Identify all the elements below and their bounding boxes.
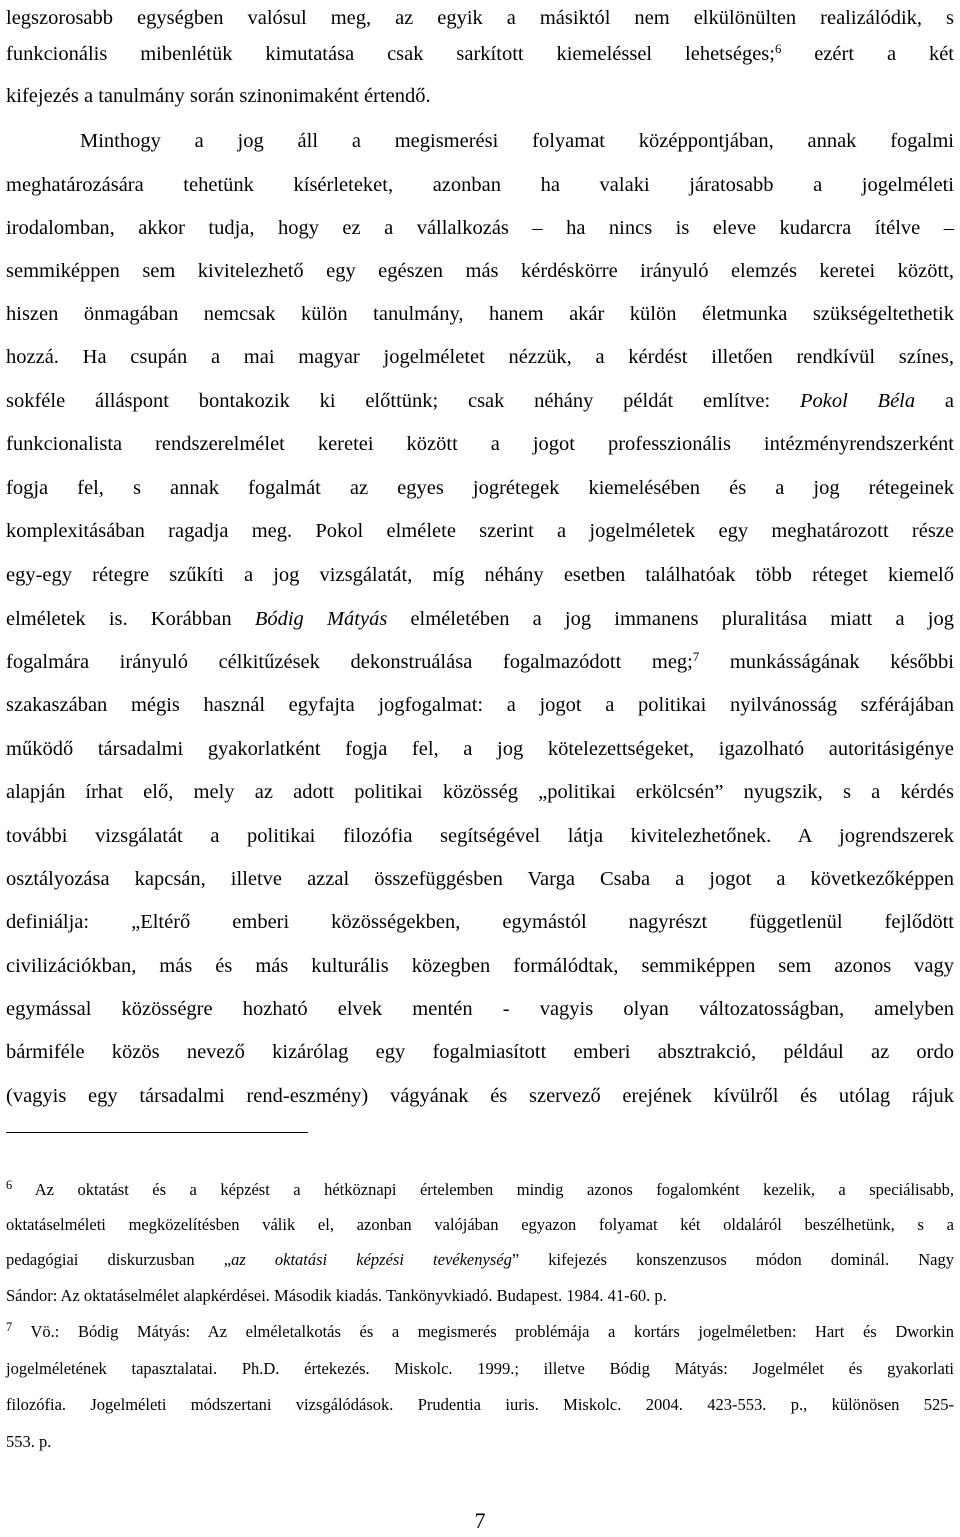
author-name: Bódig Mátyás xyxy=(254,608,388,630)
body-text: a xyxy=(915,390,954,412)
body-line: legszorosabb egységben valósul meg, az egyik a másiktól nem elkülönülten realizálódik, s xyxy=(6,7,954,29)
body-line: irodalomban, akkor tudja, hogy ez a vállalkozás – ha nincs is eleve kudarcra ítélve – xyxy=(6,217,954,239)
footnote-text: pedagógiai diskurzusban „ xyxy=(6,1250,232,1269)
body-text: elméletében a jog immanens pluralitása miatt a jog xyxy=(387,608,954,630)
footnote-mark-7: 7 xyxy=(6,1319,13,1334)
body-text: elméletek is. Korábban xyxy=(6,608,232,630)
body-line: működő társadalmi gyakorlatként fogja fel, a jog kötelezettségeket, igazolható autoritásigénye xyxy=(6,738,954,760)
body-line: funkcionalista rendszerelmélet keretei között a jogot professzionális intézményrendszerként xyxy=(6,433,954,455)
body-text: ezért a két xyxy=(781,43,954,65)
footnote-7-line: jogelméletének tapasztalatai. Ph.D. értekezés. Miskolc. 1999.; illetve Bódig Mátyás: Jogelmélet és gyakorlati xyxy=(6,1359,954,1378)
body-line: (vagyis egy társadalmi rend-eszmény) vágyának és szervező erejének kívülről és utólag rájuk xyxy=(6,1085,954,1107)
body-line: hiszen önmagában nemcsak külön tanulmány, hanem akár külön életmunka szükségeltethetik xyxy=(6,303,954,325)
body-text: funkcionális mibenlétük kimutatása csak sarkított kiemeléssel lehetséges; xyxy=(6,43,775,65)
body-line xyxy=(6,599,954,639)
footnote-text: ” kifejezés konszenzusos módon dominál. Nagy xyxy=(511,1250,954,1269)
footnote-6-line: Sándor: Az oktatáselmélet alapkérdései. Második kiadás. Tankönyvkiadó. Budapest. 1984. 41-60. p. xyxy=(6,1286,667,1305)
body-text: fogalmára irányuló célkitűzések dekonstruálása fogalmazódott meg; xyxy=(6,651,693,673)
body-text: sokféle álláspont bontakozik ki előttünk; csak néhány példát említve: xyxy=(6,390,771,412)
body-line: bármiféle közös nevező kizárólag egy fogalmiasított emberi absztrakció, például az ordo xyxy=(6,1041,954,1063)
footnote-mark-6: 6 xyxy=(6,1177,13,1192)
footnote-6-line xyxy=(6,1245,954,1275)
body-line: definiálja: „Eltérő emberi közösségekben, egymástól nagyrészt függetlenül fejlődött xyxy=(6,911,954,933)
body-line: hozzá. Ha csupán a mai magyar jogelméletet nézzük, a kérdést illetően rendkívül színes, xyxy=(6,346,954,368)
footnote-ref-7[interactable]: 7 xyxy=(692,650,700,665)
body-line: Minthogy a jog áll a megismerési folyamat középpontjában, annak fogalmi xyxy=(80,130,954,152)
body-line: egymással közösségre hozható elvek mentén - vagyis olyan változatosságban, amelyben xyxy=(6,998,954,1020)
body-line: további vizsgálatát a politikai filozófia segítségével látja kivitelezhetőnek. A jogrendszerek xyxy=(6,825,954,847)
body-line: osztályozása kapcsán, illetve azzal összefüggésben Varga Csaba a jogot a következőképpen xyxy=(6,868,954,890)
body-line xyxy=(6,34,954,74)
author-name: Pokol Béla xyxy=(799,390,916,412)
footnote-ref-6[interactable]: 6 xyxy=(774,42,782,57)
footnote-7-line xyxy=(6,1317,954,1347)
body-line xyxy=(6,381,954,421)
body-line: fogja fel, s annak fogalmát az egyes jogrétegek kiemelésében és a jog rétegeinek xyxy=(6,477,954,499)
body-line: egy-egy rétegre szűkíti a jog vizsgálatát, míg néhány esetben találhatóak több réteget kiemelő xyxy=(6,564,954,586)
body-line: meghatározására tehetünk kísérleteket, azonban ha valaki járatosabb a jogelméleti xyxy=(6,174,954,196)
quoted-term: az oktatási képzési tevékenység xyxy=(231,1250,512,1269)
footnote-6-line: oktatáselméleti megközelítésben válik el, azonban valójában egyazon folyamat két oldaláról beszélhetünk, s a xyxy=(6,1215,954,1234)
body-line: alapján írhat elő, mely az adott politikai közösség „politikai erkölcsén” nyugszik, s a kérdés xyxy=(6,781,954,803)
body-line xyxy=(6,642,954,682)
body-line: kifejezés a tanulmány során szinonimaként értendő. xyxy=(6,85,431,107)
footnote-7-line: 553. p. xyxy=(6,1432,52,1451)
footnote-text: Vö.: Bódig Mátyás: Az elméletalkotás és a megismerés problémája a kortárs jogelméletben: Hart és Dworkin xyxy=(12,1322,954,1341)
body-line: civilizációkban, más és más kulturális közegben formálódtak, semmiképpen sem azonos vagy xyxy=(6,955,954,977)
body-text: munkásságának későbbi xyxy=(699,651,954,673)
footnote-7-line: filozófia. Jogelméleti módszertani vizsgálódások. Prudentia iuris. Miskolc. 2004. 423-553. p., különösen 525- xyxy=(6,1395,954,1414)
footnote-6-line xyxy=(6,1175,954,1205)
body-line: szakaszában mégis használ egyfajta jogfogalmat: a jogot a politikai nyilvánosság szférájában xyxy=(6,694,954,716)
body-line: komplexitásában ragadja meg. Pokol elmélete szerint a jogelméletek egy meghatározott része xyxy=(6,520,954,542)
footnote-text: Az oktatást és a képzést a hétköznapi értelemben mindig azonos fogalomként kezelik, a speciálisabb, xyxy=(12,1180,954,1199)
footnote-separator xyxy=(6,1132,308,1133)
body-line: semmiképpen sem kivitelezhető egy egészen más kérdéskörre irányuló elemzés keretei között, xyxy=(6,260,954,282)
page-number: 7 xyxy=(474,1508,486,1533)
